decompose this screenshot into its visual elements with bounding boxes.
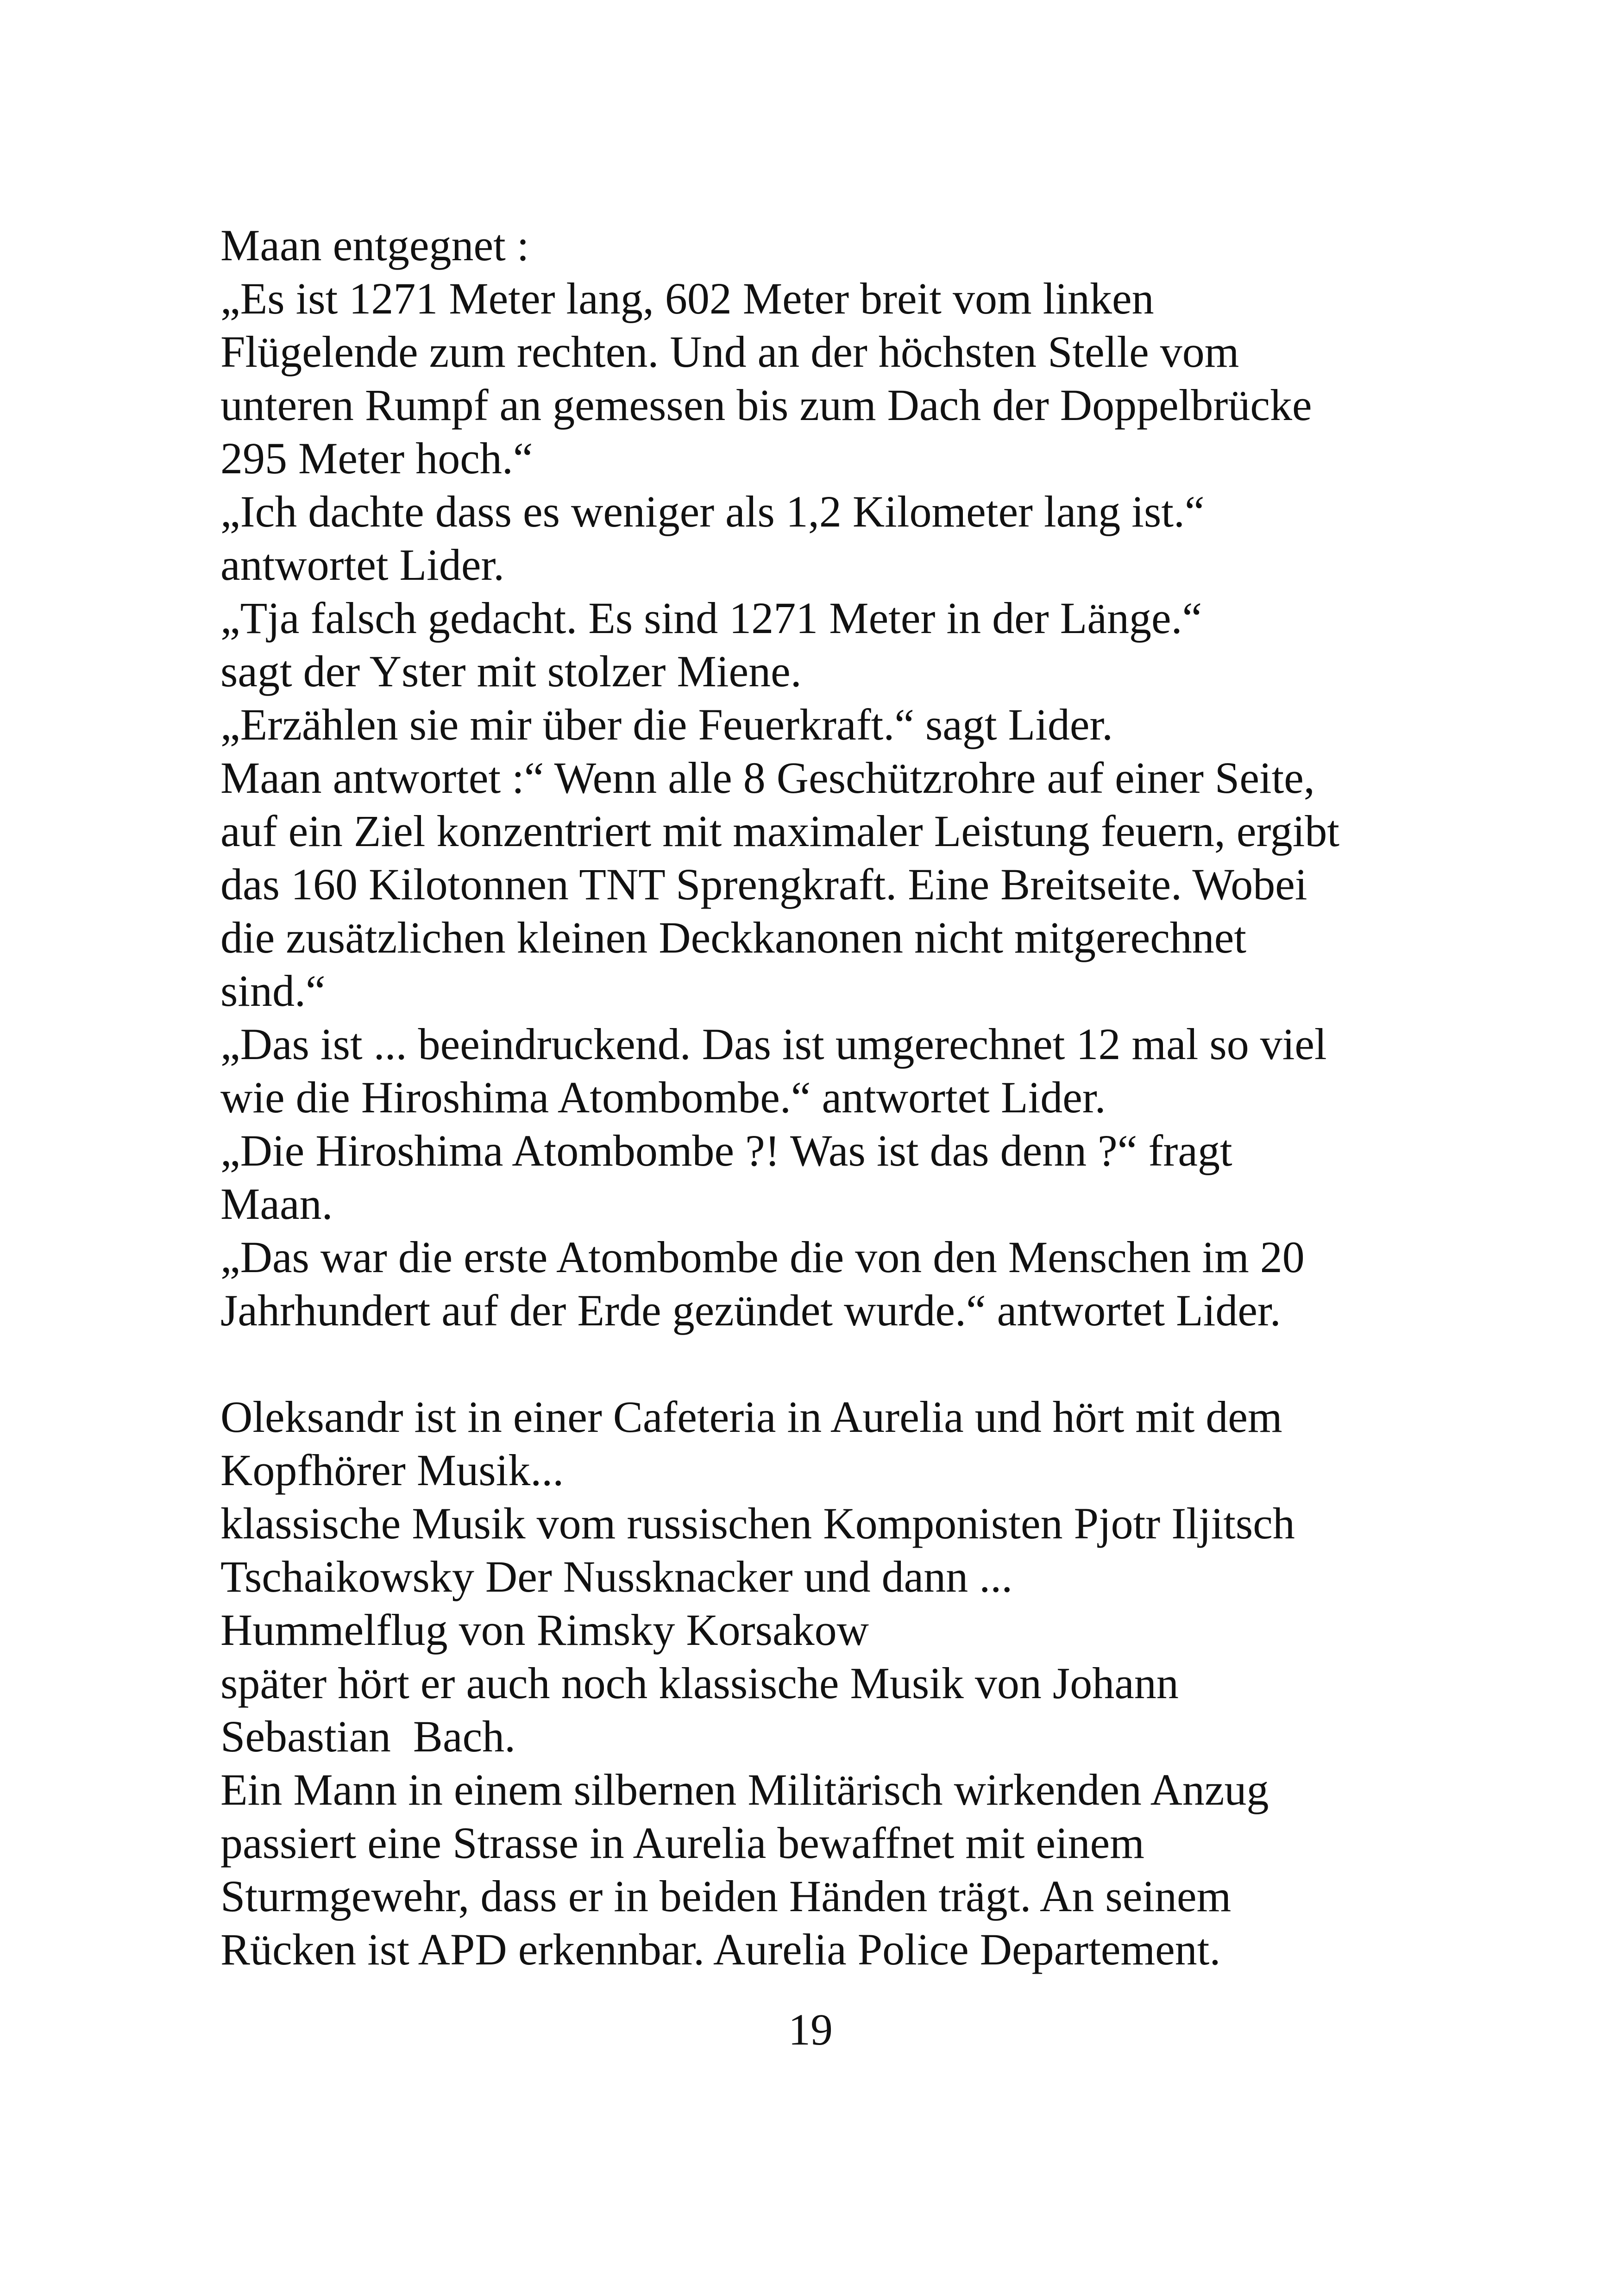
text-line: das 160 Kilotonnen TNT Sprengkraft. Eine Breitseite. Wobei [220,859,1307,909]
paragraph-break [220,1337,1471,1390]
text-line: Rücken ist APD erkennbar. Aurelia Police Departement. [220,1925,1221,1974]
text-line: Kopfhörer Musik... [220,1445,564,1495]
text-line: passiert eine Strasse in Aurelia bewaffnet mit einem [220,1818,1144,1868]
text-line: „Die Hiroshima Atombombe ?! Was ist das denn ?“ fragt [220,1126,1232,1175]
text-line: Jahrhundert auf der Erde gezündet wurde.“ antwortet Lider. [220,1286,1281,1335]
text-line: Sebastian Bach. [220,1712,516,1761]
text-line: sind.“ [220,966,326,1016]
text-line: „Das ist ... beeindruckend. Das ist umgerechnet 12 mal so viel [220,1019,1327,1069]
text-line: 295 Meter hoch.“ [220,433,533,483]
text-line: Hummelflug von Rimsky Korsakow [220,1605,869,1655]
text-line: unteren Rumpf an gemessen bis zum Dach der Doppelbrücke [220,380,1312,430]
text-line: die zusätzlichen kleinen Deckkanonen nicht mitgerechnet [220,913,1247,962]
text-line: klassische Musik vom russischen Komponisten Pjotr Iljitsch [220,1499,1295,1548]
text-line: „Erzählen sie mir über die Feuerkraft.“ sagt Lider. [220,700,1113,749]
text-line: „Das war die erste Atombombe die von den Menschen im 20 [220,1232,1305,1282]
page-number: 19 [788,2005,833,2054]
text-line: sagt der Yster mit stolzer Miene. [220,646,802,696]
text-line: Maan entgegnet : [220,220,529,270]
text-line: Tschaikowsky Der Nussknacker und dann ... [220,1552,1013,1601]
text-line: „Ich dachte dass es weniger als 1,2 Kilometer lang ist.“ [220,487,1205,536]
text-line: Flügelende zum rechten. Und an der höchsten Stelle vom [220,327,1239,376]
text-line: „Tja falsch gedacht. Es sind 1271 Meter in der Länge.“ [220,593,1202,643]
text-line: Ein Mann in einem silbernen Militärisch wirkenden Anzug [220,1765,1269,1814]
text-line: Sturmgewehr, dass er in beiden Händen trägt. An seinem [220,1871,1231,1921]
text-line: Maan antwortet :“ Wenn alle 8 Geschützrohre auf einer Seite, [220,753,1315,803]
text-line: auf ein Ziel konzentriert mit maximaler Leistung feuern, ergibt [220,806,1340,856]
text-line: Maan. [220,1179,333,1229]
text-line: später hört er auch noch klassische Musik von Johann [220,1658,1179,1708]
text-line: antwortet Lider. [220,540,505,590]
body-text [220,219,1471,1976]
text-line: Oleksandr ist in einer Cafeteria in Aurelia und hört mit dem [220,1392,1282,1442]
text-line: wie die Hiroshima Atombombe.“ antwortet Lider. [220,1073,1106,1122]
text-line: „Es ist 1271 Meter lang, 602 Meter breit vom linken [220,274,1154,323]
